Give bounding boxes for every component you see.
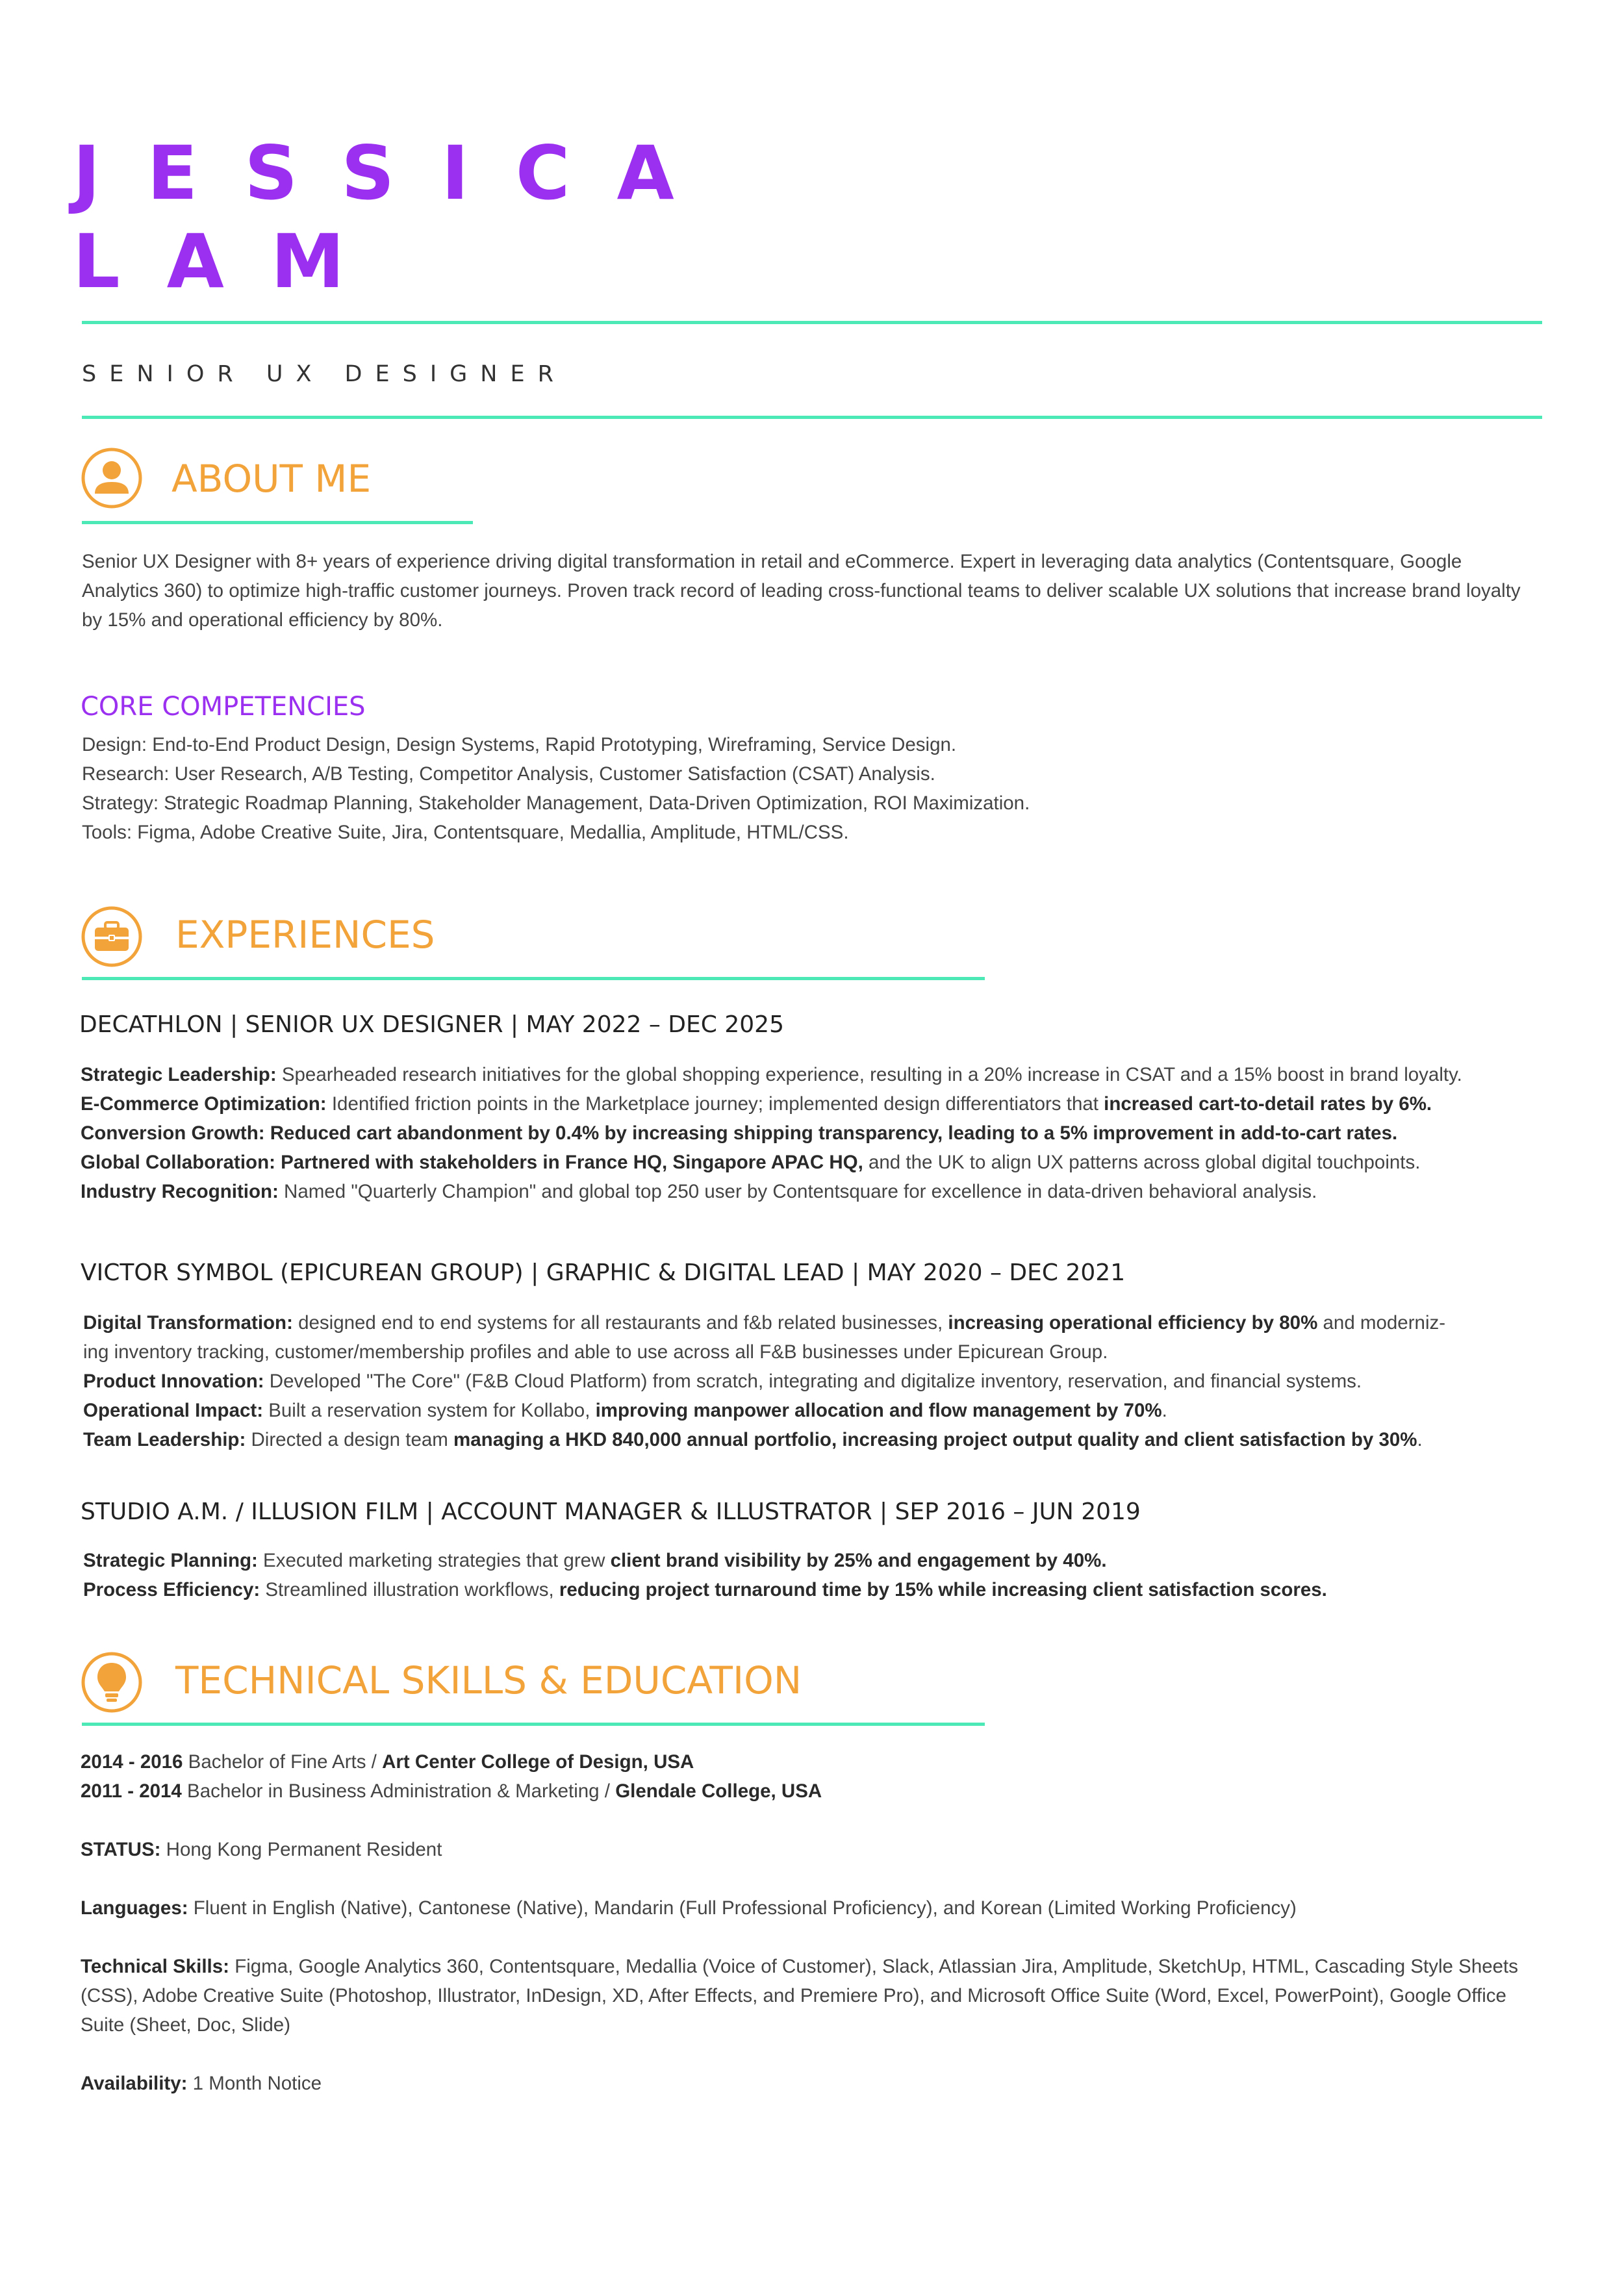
- job-title-studio-am: STUDIO A.M. / ILLUSION FILM | ACCOUNT MANAGER & ILLUSTRATOR | SEP 2016 – JUN 2019: [81, 1498, 1141, 1525]
- skills-heading: TECHNICAL SKILLS & EDUCATION: [175, 1658, 802, 1702]
- about-rule: [82, 521, 473, 524]
- list-item: Strategic Planning: Executed marketing strategies that grew client brand visibility by 25% and engagement by 40%.: [83, 1550, 1107, 1571]
- experiences-rule: [82, 977, 985, 980]
- job-studio-bullets: [83, 1546, 1551, 1604]
- list-item: Digital Transformation: designed end to end systems for all restaurants and f&b related businesses, increasing operational efficiency by 80% and moderniz-: [83, 1312, 1446, 1334]
- list-item: Global Collaboration: Partnered with stakeholders in France HQ, Singapore APAC HQ, and the UK to align UX patterns across global digital touchpoints.: [81, 1152, 1421, 1173]
- education-row: 2014 - 2016 Bachelor of Fine Arts / Art Center College of Design, USA: [81, 1751, 694, 1773]
- status-row: STATUS: Hong Kong Permanent Resident: [81, 1839, 442, 1860]
- competency-tools: Tools: Figma, Adobe Creative Suite, Jira, Contentsquare, Medallia, Amplitude, HTML/CSS.: [82, 822, 849, 843]
- name-last: LAM: [73, 218, 392, 305]
- list-item: E-Commerce Optimization: Identified friction points in the Marketplace journey; implemented design differentiators that increased cart-to-detail rates by 6%.: [81, 1093, 1432, 1115]
- skills-rule: [82, 1723, 985, 1726]
- header-rule-top: [82, 321, 1542, 324]
- technical-skills-row: Technical Skills: Figma, Google Analytics 360, Contentsquare, Medallia (Voice of Customer), Slack, Atlassian Jira, Amplitude, SketchUp, HTML, Cascading Style Sheets (CSS), Adobe Creative Suite (Photoshop, Illustrator, InDesign, XD, After Effects, and Premiere Pro), and Microsoft Office Suite (Word, Excel, PowerPoint), Google Office Suite (Sheet, Doc, Slide): [81, 1956, 1518, 2036]
- user-icon: [81, 447, 143, 509]
- about-paragraph: Senior UX Designer with 8+ years of experience driving digital transformation in retail and eCommerce. Expert in leveraging data analytics (Contentsquare, Google Analytics 360) to optimize high-traffic customer journeys. Proven track record of leading cross-functional teams to deliver scalable UX solutions that increase brand loyalty by 15% and operational efficiency by 80%.: [82, 551, 1521, 631]
- list-item-continued: ing inventory tracking, customer/membership profiles and able to use across all F&B businesses under Epicurean Group.: [83, 1341, 1108, 1363]
- experiences-heading: EXPERIENCES: [175, 913, 435, 957]
- list-item: Product Innovation: Developed "The Core" (F&B Cloud Platform) from scratch, integrating and digitalize inventory, reservation, and financial systems.: [83, 1371, 1362, 1392]
- list-item: Conversion Growth: Reduced cart abandonment by 0.4% by increasing shipping transparency, leading to a 5% improvement in add-to-cart rates.: [81, 1122, 1398, 1144]
- header-rule-bottom: [82, 416, 1542, 419]
- name-first: JESSICA: [73, 130, 721, 216]
- languages-row: Languages: Fluent in English (Native), Cantonese (Native), Mandarin (Full Professional Proficiency), and Korean (Limited Working Proficiency): [81, 1897, 1297, 1919]
- about-heading: ABOUT ME: [171, 457, 372, 501]
- lightbulb-icon: [81, 1651, 143, 1713]
- job-victor-bullets: [83, 1308, 1551, 1454]
- competencies-list: [82, 730, 1542, 847]
- list-item: Strategic Leadership: Spearheaded research initiatives for the global shopping experience, resulting in a 20% increase in CSAT and a 15% boost in brand loyalty.: [81, 1064, 1462, 1085]
- competency-design: Design: End-to-End Product Design, Design Systems, Rapid Prototyping, Wireframing, Service Design.: [82, 734, 957, 755]
- list-item: Operational Impact: Built a reservation system for Kollabo, improving manpower allocation and flow management by 70%.: [83, 1400, 1167, 1421]
- job-subtitle: SENIOR UX DESIGNER: [82, 361, 566, 387]
- briefcase-icon: [81, 905, 143, 968]
- job-title-decathlon: DECATHLON | SENIOR UX DESIGNER | MAY 2022 – DEC 2025: [79, 1011, 784, 1038]
- skills-content: [81, 1747, 1549, 2098]
- list-item: Process Efficiency: Streamlined illustration workflows, reducing project turnaround time by 15% while increasing client satisfaction scores.: [83, 1579, 1327, 1600]
- job-decathlon-bullets: [81, 1060, 1549, 1206]
- competencies-heading: CORE COMPETENCIES: [81, 692, 366, 722]
- competency-research: Research: User Research, A/B Testing, Competitor Analysis, Customer Satisfaction (CSAT) Analysis.: [82, 763, 935, 785]
- availability-row: Availability: 1 Month Notice: [81, 2073, 322, 2094]
- job-title-victor-symbol: VICTOR SYMBOL (EPICUREAN GROUP) | GRAPHIC & DIGITAL LEAD | MAY 2020 – DEC 2021: [81, 1259, 1126, 1286]
- list-item: Team Leadership: Directed a design team managing a HKD 840,000 annual portfolio, increasing project output quality and client satisfaction by 30%.: [83, 1429, 1423, 1450]
- education-row: 2011 - 2014 Bachelor in Business Administration & Marketing / Glendale College, USA: [81, 1780, 822, 1802]
- about-text: [82, 547, 1542, 635]
- list-item: Industry Recognition: Named "Quarterly Champion" and global top 250 user by Contentsquare for excellence in data-driven behavioral analysis.: [81, 1181, 1317, 1202]
- competency-strategy: Strategy: Strategic Roadmap Planning, Stakeholder Management, Data-Driven Optimization, ROI Maximization.: [82, 792, 1030, 814]
